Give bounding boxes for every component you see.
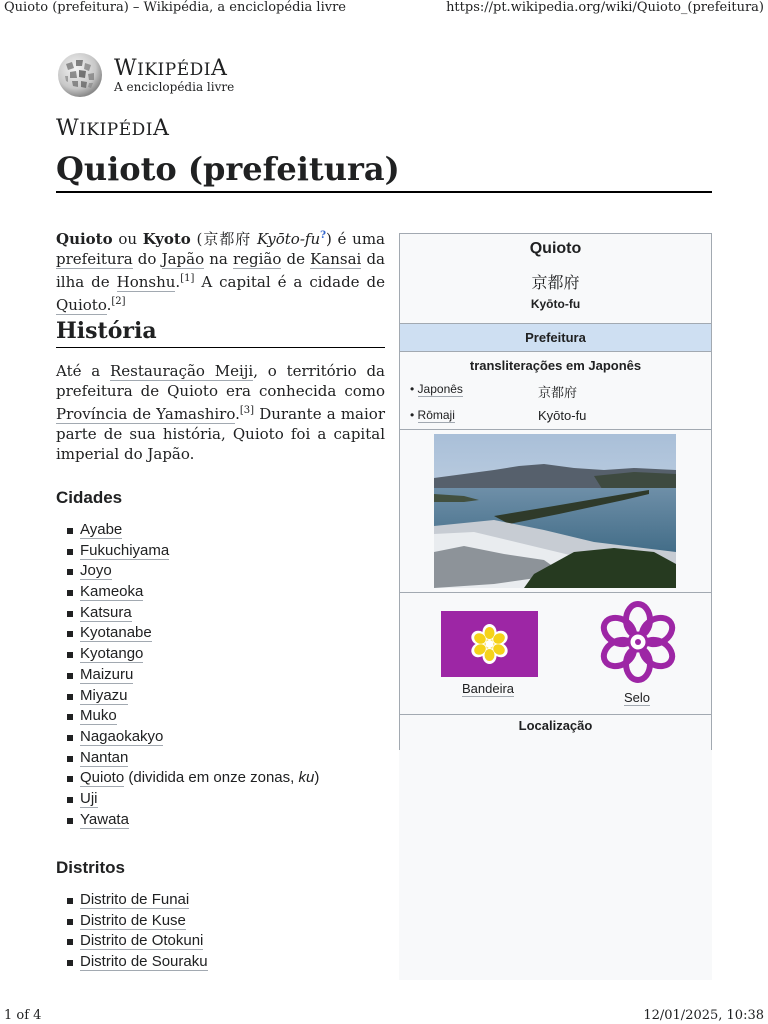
infobox-romanized-name: Kyōto-fu bbox=[530, 297, 581, 311]
infobox-native-name: 京都府 bbox=[531, 275, 580, 292]
section-heading-cidades: Cidades bbox=[56, 488, 123, 507]
wikipedia-wordmark-secondary: WIKIPÉDIA bbox=[56, 116, 170, 141]
infobox-divider bbox=[400, 429, 711, 430]
city-link[interactable]: Yawata bbox=[80, 810, 129, 828]
districts-list bbox=[56, 890, 208, 973]
infobox bbox=[399, 233, 712, 979]
reference-2[interactable]: [2] bbox=[111, 296, 126, 307]
city-link[interactable]: Joyo bbox=[80, 562, 112, 580]
title-divider bbox=[56, 191, 712, 193]
list-item bbox=[56, 810, 319, 831]
infobox-row-label: • Japonês bbox=[410, 382, 463, 396]
city-link[interactable]: Miyazu bbox=[80, 686, 128, 704]
infobox-row-value: 京都府 bbox=[538, 385, 578, 400]
reference-1[interactable]: [1] bbox=[180, 273, 195, 284]
list-item: Quioto (dividida em onze zonas, ku) bbox=[56, 768, 319, 789]
print-footer bbox=[0, 1008, 768, 1024]
section-heading-distritos: Distritos bbox=[56, 858, 125, 877]
link-regiao[interactable]: região bbox=[232, 250, 282, 268]
list-item bbox=[56, 789, 319, 810]
city-link[interactable]: Quioto bbox=[80, 769, 125, 787]
prefecture-seal-icon[interactable] bbox=[598, 601, 678, 683]
district-link[interactable]: Distrito de Otokuni bbox=[80, 932, 204, 950]
city-link[interactable]: Katsura bbox=[80, 603, 132, 621]
print-datetime: 12/01/2025, 10:38 bbox=[643, 1008, 764, 1023]
city-link[interactable]: Kameoka bbox=[80, 583, 144, 601]
wikipedia-globe-icon bbox=[56, 52, 104, 98]
history-paragraph: Até a Restauração Meiji, o território da prefeitura de Quioto era conhecida como Província de Yamashiro.[3] Durante a maior parte de sua história, Quioto foi a capital imperial do Japão. bbox=[56, 362, 386, 463]
link-prefeitura[interactable]: prefeitura bbox=[56, 250, 133, 268]
list-item bbox=[56, 623, 319, 644]
list-item bbox=[56, 706, 319, 727]
print-page-url[interactable]: https://pt.wikipedia.org/wiki/Quioto_(prefeitura) bbox=[446, 0, 764, 15]
link-quioto-city[interactable]: Quioto bbox=[56, 296, 107, 314]
seal-caption[interactable]: Selo bbox=[624, 690, 651, 705]
page-counter: 1 of 4 bbox=[4, 1008, 42, 1023]
flag-caption[interactable]: Bandeira bbox=[462, 681, 515, 696]
list-item bbox=[56, 911, 208, 932]
list-item bbox=[56, 727, 319, 748]
list-item bbox=[56, 582, 319, 603]
district-link[interactable]: Distrito de Kuse bbox=[80, 911, 186, 929]
link-provincia-yamashiro[interactable]: Província de Yamashiro bbox=[56, 405, 236, 423]
lead-paragraph: Quioto ou Kyoto (京都府 Kyōto-fu?) é uma prefeitura do Japão na região de Kansai da ilha de Honshu.[1] A capital é a cidade de Quioto.[2] bbox=[56, 230, 386, 314]
infobox-map-area bbox=[399, 750, 712, 980]
list-item bbox=[56, 748, 319, 769]
city-link[interactable]: Kyotanabe bbox=[80, 624, 152, 642]
city-link[interactable]: Maizuru bbox=[80, 665, 134, 683]
city-link[interactable]: Muko bbox=[80, 707, 117, 725]
link-japones[interactable]: Japonês bbox=[417, 382, 463, 396]
list-item bbox=[56, 541, 319, 562]
link-restauracao-meiji[interactable]: Restauração Meiji bbox=[109, 362, 254, 380]
infobox-title: Quioto bbox=[529, 240, 582, 257]
reference-3[interactable]: [3] bbox=[239, 405, 255, 416]
infobox-divider bbox=[400, 592, 711, 593]
city-link[interactable]: Nantan bbox=[80, 748, 129, 766]
link-kansai[interactable]: Kansai bbox=[310, 250, 362, 268]
infobox-location-header: Localização bbox=[518, 718, 593, 733]
section-heading-historia: História bbox=[56, 318, 157, 344]
city-link[interactable]: Nagaokakyo bbox=[80, 727, 164, 745]
city-link[interactable]: Ayabe bbox=[80, 521, 123, 538]
district-link[interactable]: Distrito de Funai bbox=[80, 891, 190, 908]
list-item bbox=[56, 603, 319, 624]
flag-emblem-icon bbox=[441, 611, 538, 677]
list-item bbox=[56, 561, 319, 582]
list-item bbox=[56, 644, 319, 665]
pronunciation-help-link[interactable]: ? bbox=[320, 230, 326, 241]
wikipedia-tagline: A enciclopédia livre bbox=[114, 80, 235, 94]
print-header bbox=[0, 0, 768, 18]
wikipedia-logo[interactable] bbox=[56, 52, 256, 100]
prefecture-landscape-photo[interactable] bbox=[434, 434, 676, 588]
city-link[interactable]: Fukuchiyama bbox=[80, 541, 170, 559]
list-item bbox=[56, 665, 319, 686]
link-japao[interactable]: Japão bbox=[161, 250, 205, 268]
list-item bbox=[56, 931, 208, 952]
infobox-row-label: • Rōmaji bbox=[410, 408, 455, 422]
link-honshu[interactable]: Honshu bbox=[116, 273, 176, 291]
list-item bbox=[56, 890, 208, 911]
cities-list bbox=[56, 520, 319, 830]
list-item bbox=[56, 520, 319, 541]
city-link[interactable]: Uji bbox=[80, 789, 98, 807]
infobox-transliteration-header: transliterações em Japonês bbox=[469, 358, 642, 373]
page-title: Quioto (prefeitura) bbox=[56, 150, 400, 188]
city-link[interactable]: Kyotango bbox=[80, 645, 144, 663]
infobox-type-header: Prefeitura bbox=[400, 323, 711, 352]
link-romaji[interactable]: Rōmaji bbox=[417, 408, 455, 422]
section-divider bbox=[56, 347, 385, 348]
infobox-divider bbox=[400, 714, 711, 715]
wikipedia-wordmark: WIKIPÉDIA bbox=[114, 56, 228, 81]
list-item bbox=[56, 952, 208, 973]
prefecture-flag-image[interactable] bbox=[441, 611, 538, 677]
infobox-row-value: Kyōto-fu bbox=[538, 408, 587, 423]
list-item bbox=[56, 686, 319, 707]
print-page-title: Quioto (prefeitura) – Wikipédia, a enciclopédia livre bbox=[4, 0, 346, 15]
district-link[interactable]: Distrito de Souraku bbox=[80, 953, 208, 971]
